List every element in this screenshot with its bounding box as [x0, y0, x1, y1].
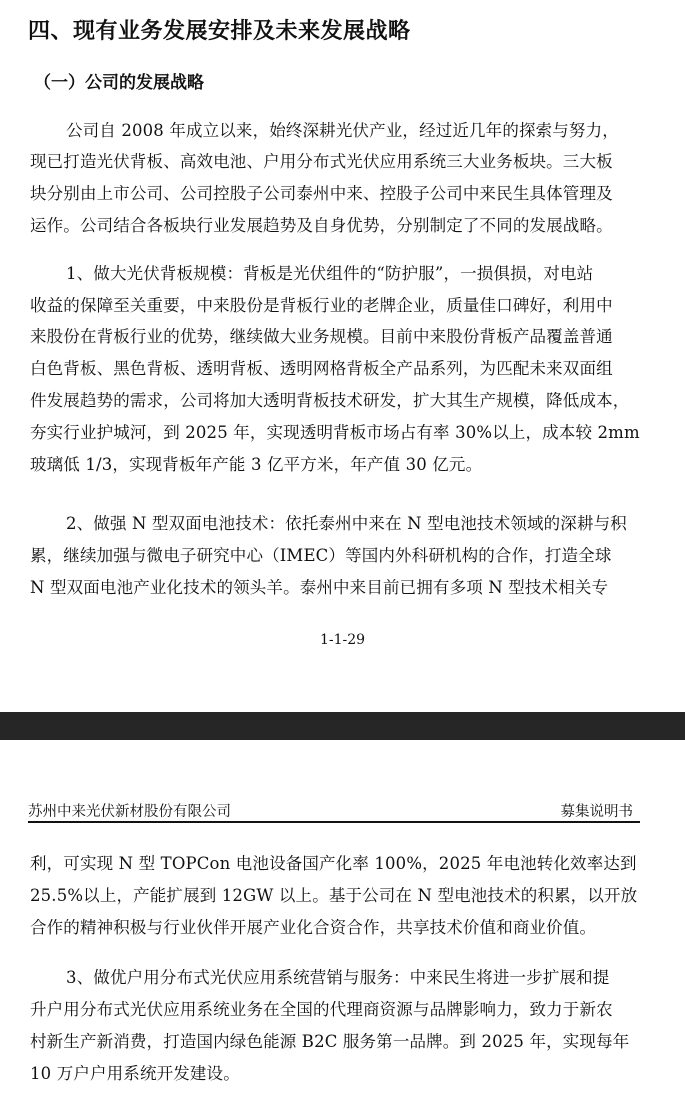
- paragraph-line: 玻璃低 1/3，实现背板年产能 3 亿平方米，年产值 30 亿元。: [30, 455, 483, 474]
- paragraph-line: 公司自 2008 年成立以来，始终深耕光伏产业，经过近几年的探索与努力，: [66, 121, 619, 140]
- paragraph-line: 1、做大光伏背板规模：背板是光伏组件的“防护服”，一损俱损，对电站: [66, 264, 594, 283]
- paragraph-line: 收益的保障至关重要，中来股份是背板行业的老牌企业，质量佳口碑好，利用中: [30, 296, 613, 315]
- paragraph-line: 白色背板、黑色背板、透明背板、透明网格背板全产品系列，为匹配未来双面组: [30, 359, 613, 378]
- paragraph-line: 累，继续加强与微电子研究中心（IMEC）等国内外科研机构的合作，打造全球: [30, 546, 612, 565]
- paragraph-line: 夯实行业护城河，到 2025 年，实现透明背板市场占有率 30%以上，成本较 2mm: [30, 423, 640, 442]
- paragraph-line: 现已打造光伏背板、高效电池、户用分布式光伏应用系统三大业务板块。三大板: [30, 152, 613, 171]
- paragraph-line: 25.5%以上，产能扩展到 12GW 以上。基于公司在 N 型电池技术的积累，以开放: [30, 886, 638, 905]
- paragraph-line: 利，可实现 N 型 TOPCon 电池设备国产化率 100%，2025 年电池转化效率达到: [30, 854, 637, 873]
- page-separator: [0, 712, 685, 740]
- paragraph-line: 运作。公司结合各板块行业发展趋势及自身优势，分别制定了不同的发展战略。: [30, 216, 613, 235]
- paragraph-line: 村新生产新消费，打造国内绿色能源 B2C 服务第一品牌。到 2025 年，实现每年: [30, 1032, 630, 1051]
- header-rule: [28, 821, 640, 823]
- paragraph-line: 3、做优户用分布式光伏应用系统营销与服务：中来民生将进一步扩展和提: [66, 968, 610, 987]
- paragraph-line: 10 万户户用系统开发建设。: [30, 1064, 240, 1083]
- paragraph-line: 件发展趋势的需求，公司将加大透明背板技术研发，扩大其生产规模，降低成本，: [30, 391, 630, 410]
- page-number: 1-1-29: [319, 632, 366, 648]
- section-title: 四、现有业务发展安排及未来发展战略: [28, 19, 411, 44]
- paragraph-line: 升户用分布式光伏应用系统业务在全国的代理商资源与品牌影响力，致力于新农: [30, 1000, 613, 1019]
- header-document-title: 募集说明书: [560, 804, 633, 820]
- paragraph-line: 来股份在背板行业的优势，继续做大业务规模。目前中来股份背板产品覆盖普通: [30, 327, 613, 346]
- paragraph-line: 2、做强 N 型双面电池技术：依托泰州中来在 N 型电池技术领域的深耕与积: [66, 514, 627, 533]
- paragraph-line: 合作的精神积极与行业伙伴开展产业化合资合作，共享技术价值和商业价值。: [30, 918, 597, 937]
- header-company-name: 苏州中来光伏新材股份有限公司: [28, 804, 231, 820]
- paragraph-line: 块分别由上市公司、公司控股子公司泰州中来、控股子公司中来民生具体管理及: [30, 184, 613, 203]
- paragraph-line: N 型双面电池产业化技术的领头羊。泰州中来目前已拥有多项 N 型技术相关专: [30, 578, 609, 597]
- subsection-title: （一）公司的发展战略: [34, 73, 204, 93]
